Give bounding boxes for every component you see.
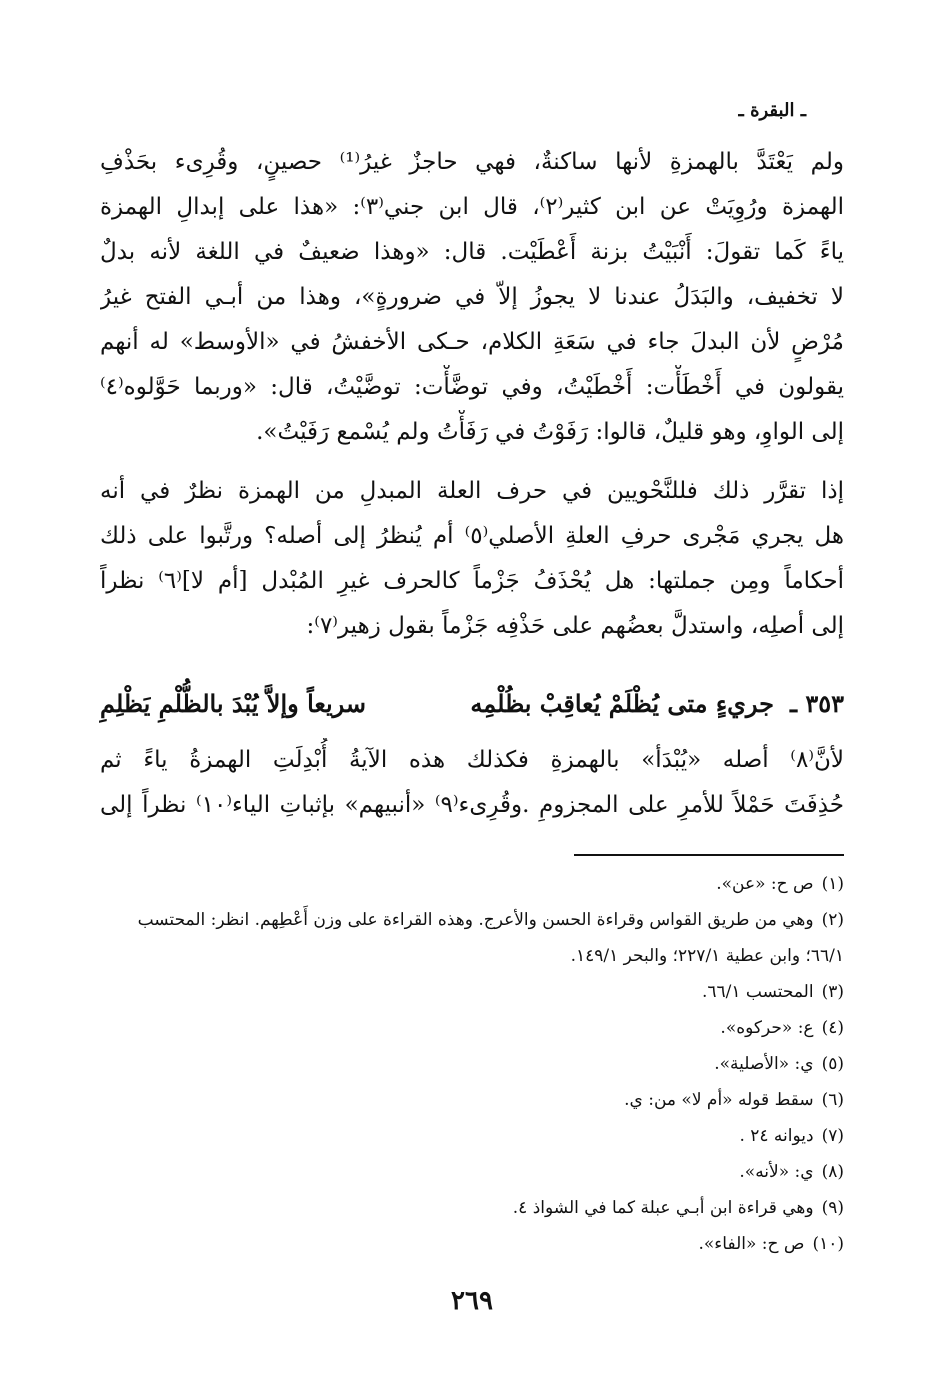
footnote	[100, 1154, 844, 1190]
verse-second-hemistich: سريعاً وإلاَّ يُبْدَ بالظُّلْمِ يَظْلِمِ	[100, 689, 367, 718]
footnote-text: وهي من طريق القواس وقراءة الحسن والأعرج. وهذه القراءة على وزن أَعْطِهم. انظر: المحتسب ٦٦/١؛ وابن عطية ٢٢٧/١؛ والبحر ١٤٩/١.	[137, 910, 844, 966]
poetry-verse	[100, 680, 844, 728]
text-line: إلى الواوِ، وهو قليلٌ، قالوا: رَفَوْتُ في رَفَأْتُ ولم يُسْمع رَفَيْتُ».	[256, 419, 844, 445]
footnote-number: (٧)	[821, 1126, 844, 1146]
verse-number: ٣٥٣ ـ	[789, 689, 844, 718]
text-line: أحكاماً ومِن جملتها: هل يُحْذَفُ جَزْماً كالحرف غيرِ المُبْدل [أم لا]⁽٦⁾ نظراً	[100, 568, 844, 594]
text-line: إلى أصلِه، واستدلَّ بعضُهم على حَذْفِه جَزْماً بقول زهير⁽٧⁾:	[306, 613, 844, 639]
footnote-text: ديوانه ٢٤ .	[739, 1126, 814, 1146]
footnote-text: المحتسب ٦٦/١.	[701, 982, 814, 1002]
footnote-separator	[574, 854, 844, 856]
text-line: لا تخفيف، والبَدَلُ عندنا لا يجوزُ إلاّ في ضرورةٍ»، وهذا من أبـي الفتح غيرُ	[100, 284, 844, 310]
footnote	[100, 974, 844, 1010]
running-header: ـ البقرة ـ	[738, 100, 806, 121]
footnote-text: ي: «لأنه».	[739, 1162, 814, 1182]
footnote-number: (٩)	[821, 1198, 844, 1218]
text-line: يقولون في أَخْطَأْت: أَخْطَيْتُ، وفي توضَّأْت: توضَّيْتُ، قال: «وربما حَوَّلوه⁽٤⁾	[100, 374, 844, 400]
paragraph-1	[100, 140, 844, 455]
footnote	[100, 1190, 844, 1226]
page-number: ٢٦٩	[451, 1286, 493, 1316]
footnotes	[100, 866, 844, 1262]
text-line: الهمزة ورُوِيَتْ عن ابن كثير⁽٢⁾، قال ابن جني⁽٣⁾: «هذا على إبدالِ الهمزة	[100, 194, 844, 220]
text-line: إذا تقرَّر ذلك فللنَّحْويين في حرف العلة المبدلِ من الهمزة نظرٌ في أنه	[100, 478, 844, 504]
footnote-number: (٥)	[821, 1054, 844, 1074]
text-line: هل يجري مَجْرى حرفِ العلةِ الأصلي⁽٥⁾ أم يُنظرُ إلى أصله؟ ورتَّبوا على ذلك	[100, 523, 844, 549]
footnote-number: (١)	[821, 874, 844, 894]
footnote-number: (٦)	[821, 1090, 844, 1110]
paragraph-3	[100, 738, 844, 828]
footnote-number: (٢)	[821, 910, 844, 930]
footnote	[100, 1010, 844, 1046]
footnote-text: سقط قوله «أم لا» من: ي.	[624, 1090, 814, 1110]
text-line: ولم يَعْتَدَّ بالهمزةِ لأنها ساكنةٌ، فهي حاجزٌ غيرُ⁽¹⁾ حصينٍ، وقُرِىء بحَذْفِ	[100, 149, 844, 175]
footnote-number: (١٠)	[812, 1234, 844, 1254]
footnote	[100, 1118, 844, 1154]
footnote-number: (٤)	[821, 1018, 844, 1038]
paragraph-2	[100, 469, 844, 649]
footnote-text: وهي قراءة ابن أبـي عبلة كما في الشواذ ٤.	[512, 1198, 814, 1218]
text-line: مُرْضٍ لأن البدلَ جاء في سَعَةِ الكلام، حـكى الأخفشُ في «الأوسط» له أنهم	[100, 329, 844, 355]
footnote	[100, 866, 844, 902]
footnote	[100, 1226, 844, 1262]
footnote-text: ع: «حركوه».	[720, 1018, 814, 1038]
main-text	[100, 140, 844, 649]
footnote	[100, 1046, 844, 1082]
footnote	[100, 902, 844, 974]
text-line: لأنَّ⁽٨⁾ أصله «يُبْدَأ» بالهمزةِ فكذلك هذه الآيةُ أُبْدِلَتِ الهمزةُ ياءً ثم	[100, 747, 844, 773]
text-line: ياءً كَما تقولَ: أَنْبَيْتُ بزنة أَعْطَيْت. قال: «وهذا ضعيفٌ في اللغة لأنه بدلٌ	[100, 239, 844, 265]
footnote-number: (٨)	[821, 1162, 844, 1182]
footnote	[100, 1082, 844, 1118]
footnote-text: ص ح: «الفاء».	[698, 1234, 805, 1254]
text-line: حُذِفَتَ حَمْلاً للأمرِ على المجزومِ .وقُرِىء⁽٩⁾ «أنبيهم» بإثباتِ الياء⁽١٠⁾ نظراً إلى	[100, 792, 844, 818]
footnote-text: ص ح: «عن».	[716, 874, 814, 894]
verse-first-hemistich: جريءٍ متى يُظْلَمْ يُعاقِبْ بظُلْمِه	[470, 689, 774, 718]
footnote-number: (٣)	[821, 982, 844, 1002]
footnote-text: ي: «الأصلية».	[714, 1054, 814, 1074]
